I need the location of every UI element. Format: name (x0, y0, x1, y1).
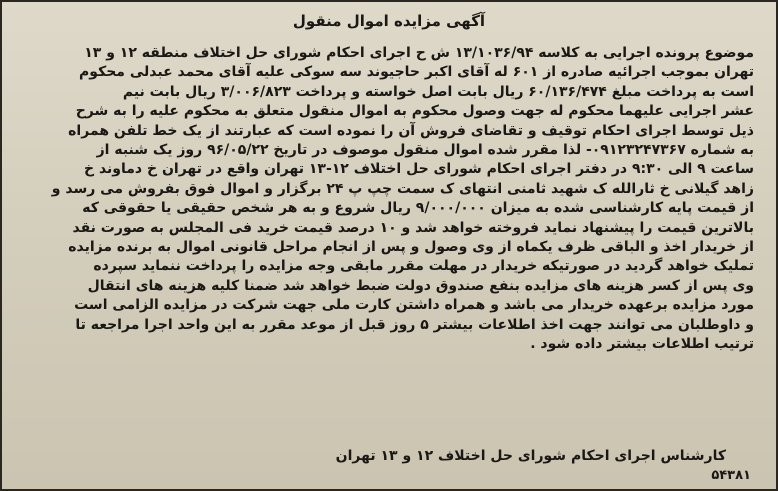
notice-line: تملیک خواهد گردید در صورتیکه خریدار در مهلت مقرر مابقی وجه مزایده را پرداخت ننماید سپرده (93, 258, 754, 275)
notice-line: بالاترین قیمت را پیشنهاد نماید فروخته خواهد شد و ۱۰ درصد قیمت خرید فی المجلس به صورت نقد (72, 219, 754, 236)
notice-line: زاهد گیلانی خ ثارالله ک شهید ثامنی انتهای ک سمت چپ پ ۲۴ برگزار و اموال فوق بفروش می رسد و (51, 180, 754, 197)
notice-body (22, 44, 754, 355)
notice-title: آگهی مزایده اموال منقول (292, 12, 486, 30)
notice-signature: کارشناس اجرای احکام شورای حل اختلاف ۱۲ و ۱۳ تهران (335, 448, 726, 464)
notice-line: مورد مزایده برعهده خریدار می باشد و همراه داشتن کارت ملی جهت شرکت در مزایده الزامی است (74, 297, 754, 314)
notice-line: تهران بموجب اجرائیه صادره از ۶۰۱ له آقای اکبر حاجیوند سه سوکی علیه آقای محمد عبدلی محکوم (79, 64, 754, 81)
notice-line: ساعت ۹ الی ۹:۳۰ در دفتر اجرای احکام شورای حل اختلاف ۱۲-۱۳ تهران واقع در تهران خ دماوند خ (84, 161, 754, 178)
notice-line: وی پس از کسر هزینه های مزایده بنفع صندوق دولت ضبط خواهد شد ضمنا کلیه هزینه های انتقال (87, 277, 754, 294)
notice-line: ذیل توسط اجرای احکام توقیف و تقاضای فروش آن را نموده است که عبارتند از یک خط تلفن همراه (68, 122, 754, 139)
notice-line: و داوطلبان می توانند جهت اخذ اطلاعات بیشتر ۵ روز قبل از موعد مقرر به این واحد اجرا مراجعه تا (75, 316, 754, 333)
notice-line: عشر اجرایی علیهما محکوم له جهت وصول محکوم به اموال منقول متعلق به محکوم علیه را به شرح (75, 103, 754, 120)
notice-line: از خریدار اخذ و الباقی ظرف یکماه از وی وصول و پس از انجام مراحل قانونی اموال به برنده مزایده (68, 239, 754, 256)
notice-line: موضوع پرونده اجرایی به کلاسه ۱۳/۱۰۳۶/۹۴ ش ح اجرای احکام شورای حل اختلاف منطقه ۱۲ و ۱۳ (84, 45, 754, 61)
ad-code: ۵۴۳۸۱ (711, 468, 751, 483)
notice-line: از قیمت پایه کارشناسی شده به میزان ۹/۰۰۰/۰۰۰ ریال شروع و به هر شخص حقیقی یا حقوقی که (82, 200, 754, 217)
notice-line: به شماره ۰۹۱۲۳۲۴۷۳۶۷- لذا مقرر شده اموال منقول موصوف در تاریخ ۹۶/۰۵/۲۲ روز یک شنبه از (96, 142, 754, 159)
notice-line: است به پرداخت مبلغ ۶۰/۱۳۶/۴۷۴ ریال بابت اصل خواسته و پرداخت ۳/۰۰۶/۸۲۳ ریال بابت نیم (122, 83, 754, 100)
notice-line: ترتیب اطلاعات بیشتر داده شود . (530, 336, 754, 353)
